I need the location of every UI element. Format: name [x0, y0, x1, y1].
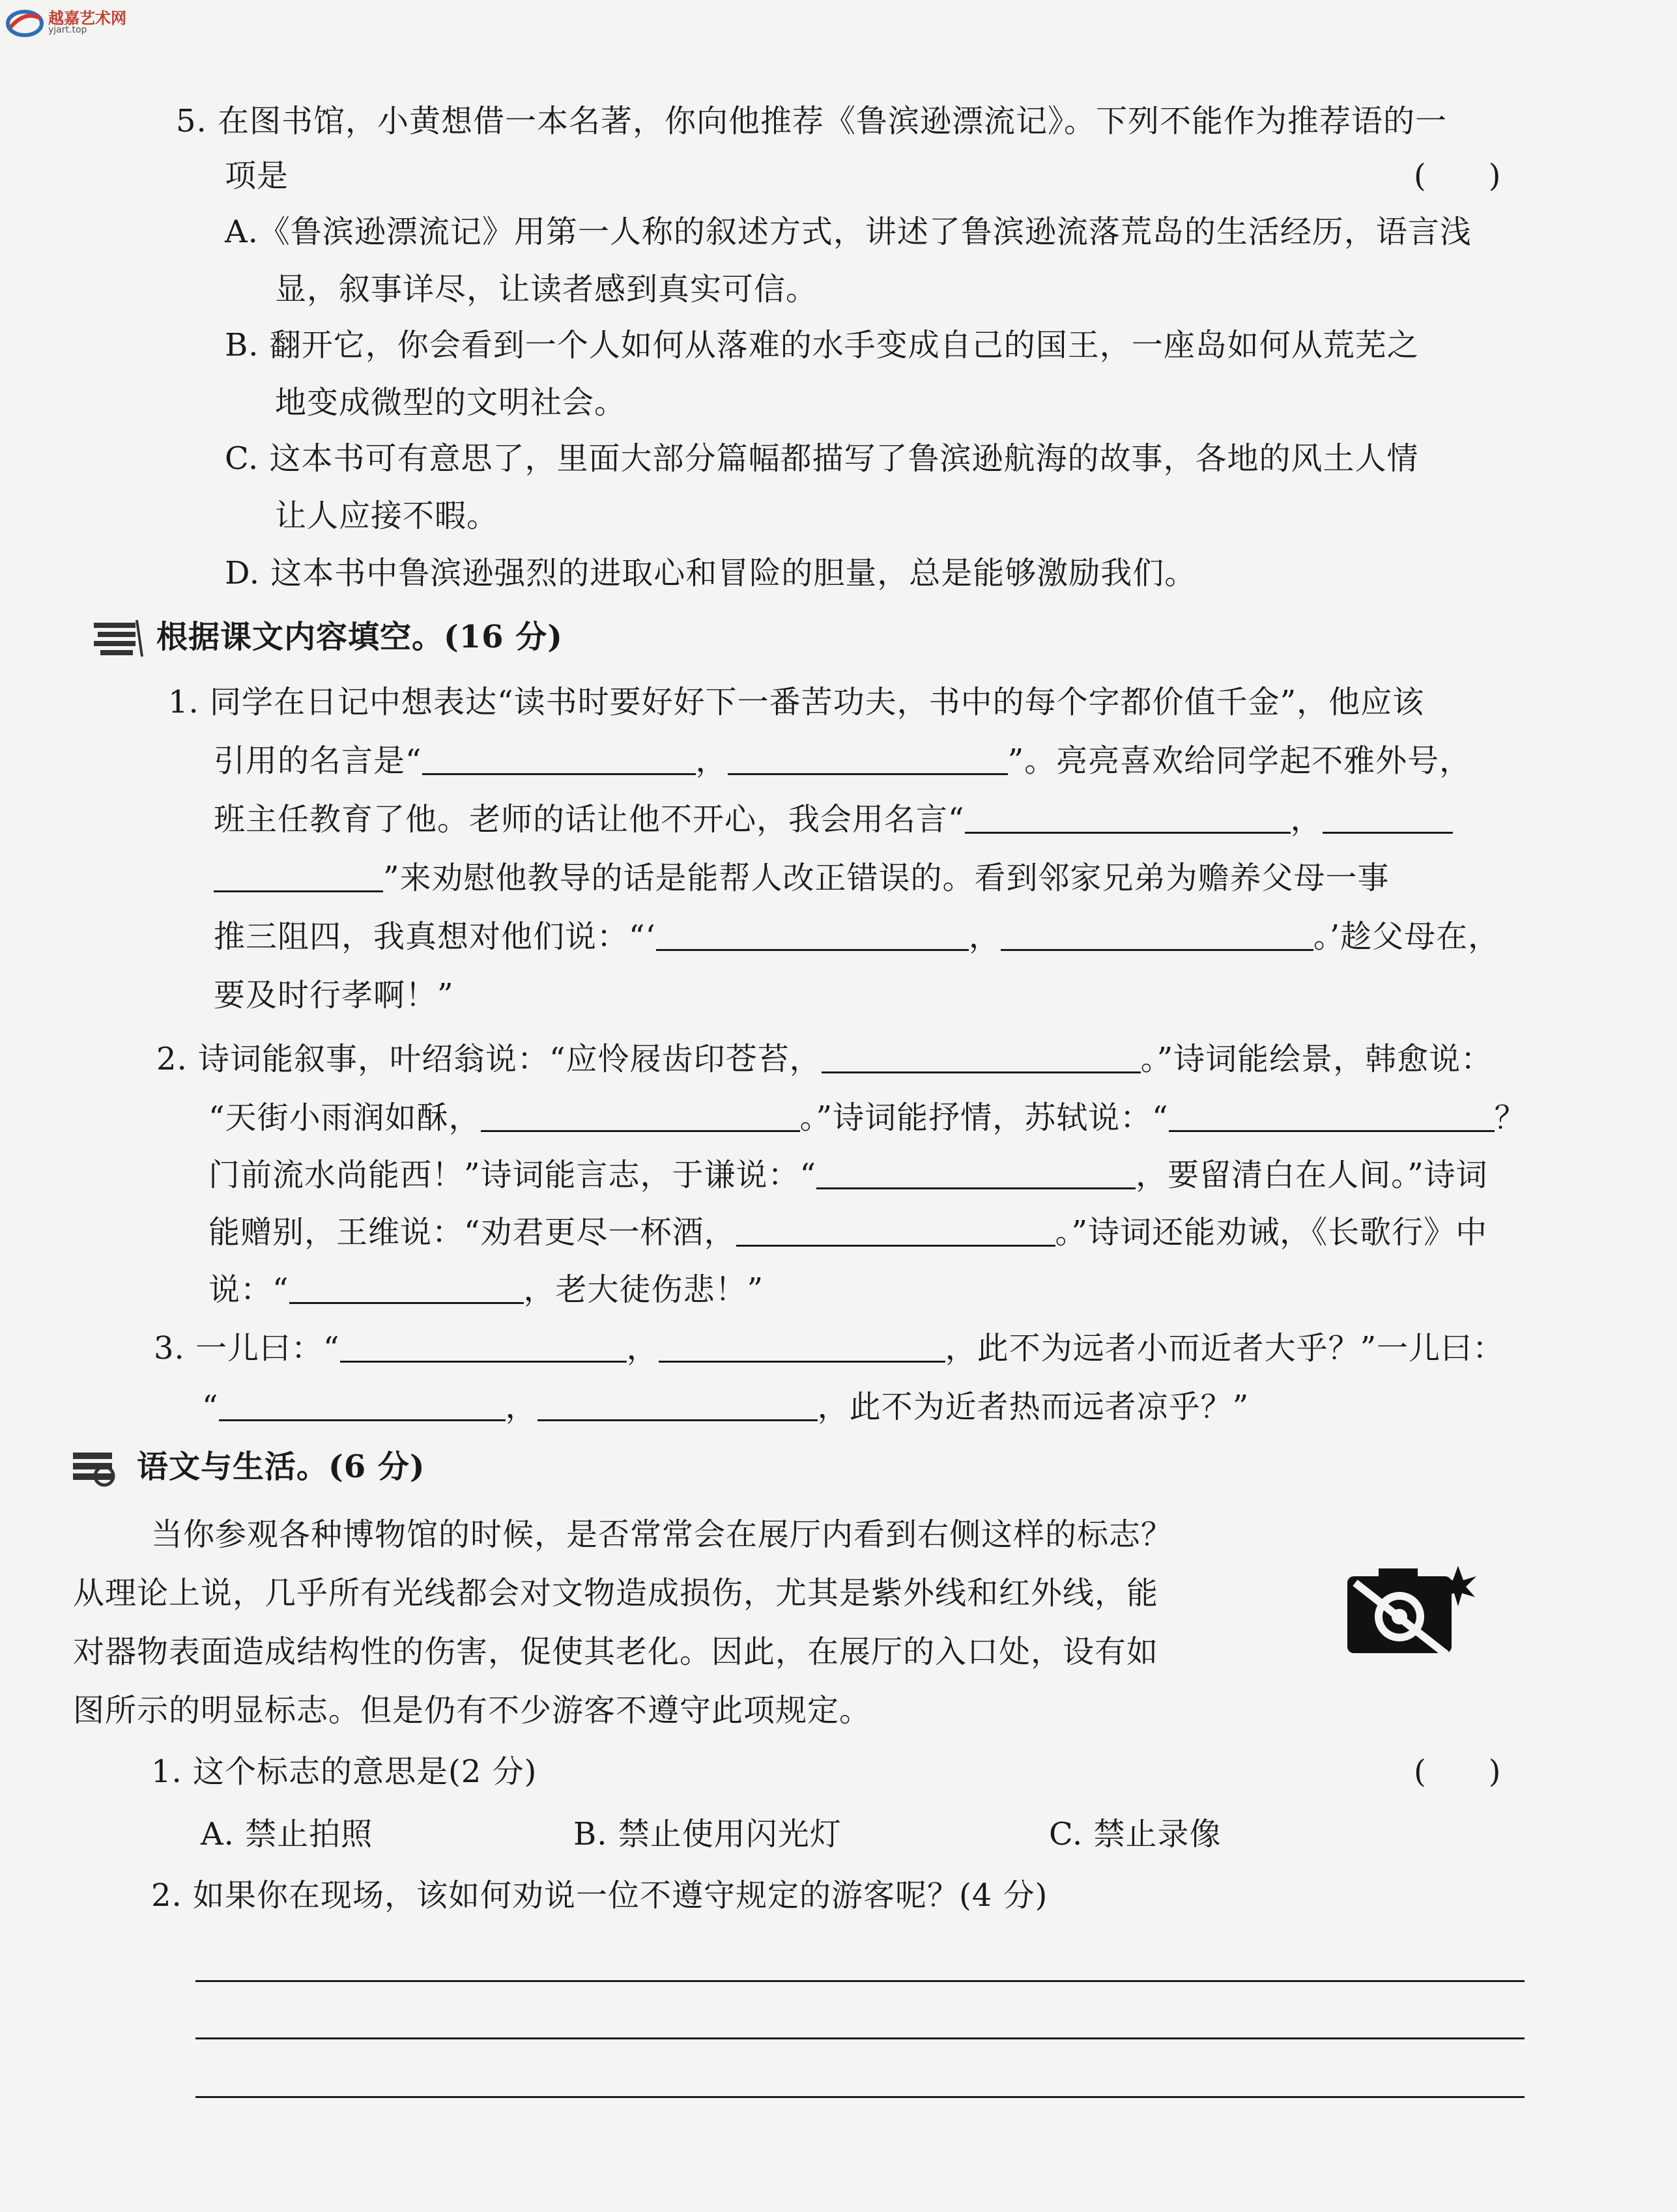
s6-q1-line3-text-b: ， — [1290, 801, 1323, 838]
q5-line2: 项是 — [225, 158, 289, 194]
s6-q1-blank-4b[interactable] — [214, 864, 383, 892]
answer-line-3[interactable] — [195, 2096, 1525, 2098]
q5-option-a-line1: A.《鲁滨逊漂流记》用第一人称的叙述方式，讲述了鲁滨逊流落荒岛的生活经历，语言浅 — [225, 214, 1472, 250]
s6-q3-line2-text-a: “ — [202, 1389, 219, 1425]
s6-q1-line5-text-b: ， — [968, 918, 1001, 955]
s6-q2-line1 — [156, 1040, 1493, 1079]
q5-option-a-line2: 显，叙事详尽，让读者感到真实可信。 — [275, 271, 818, 307]
s6-q3-line1-text-c: ，此不为远者小而近者大乎？”一儿曰： — [945, 1330, 1505, 1367]
s6-q1-blank-1[interactable] — [422, 747, 696, 775]
s6-q1-line3-text-a: 班主任教育了他。老师的话让他不开心，我会用名言“ — [214, 801, 965, 838]
s6-q1-line5-text-c: 。’趁父母在， — [1313, 918, 1500, 955]
s6-q1-blank-5[interactable] — [656, 923, 969, 951]
s6-q3-line2-text-c: ，此不为近者热而远者凉乎？” — [817, 1389, 1250, 1425]
q5-answer-paren[interactable]: ( ) — [1414, 158, 1501, 194]
s6-q2-line2-text-c: ？ — [1494, 1099, 1526, 1136]
s6-q1-line2 — [214, 741, 1471, 780]
s6-q1-line1: 1. 同学在日记中想表达“读书时要好好下一番苦功夫，书中的每个字都价值千金”，他应该 — [168, 684, 1425, 720]
s6-q3-line1 — [154, 1329, 1504, 1368]
s6-q3-line1-text-a: 3. 一儿曰：“ — [154, 1330, 340, 1367]
answer-line-2[interactable] — [195, 2037, 1525, 2039]
s6-q1-line2-text-b: ， — [695, 743, 728, 779]
s6-q2-line4 — [208, 1213, 1487, 1252]
s6-q1-line5-text-a: 推三阻四，我真想对他们说：“‘ — [214, 918, 656, 955]
s6-q2-line1-text-b: 。”诗词能绘景，韩愈说： — [1140, 1041, 1493, 1077]
q5-option-c-line2: 让人应接不暇。 — [275, 498, 499, 534]
s6-q1-line2-text-c: ”。亮亮喜欢给同学起不雅外号， — [1007, 743, 1472, 779]
s6-q2-line5-text-b: ，老大徒伤悲！” — [523, 1271, 764, 1308]
s7-paragraph-line3: 对器物表面造成结构性的伤害，促使其老化。因此，在展厅的入口处，设有如 — [73, 1634, 1159, 1670]
section-seven-title: 语文与生活。(6 分) — [137, 1449, 425, 1485]
q5-option-d: D. 这本书中鲁滨逊强烈的进取心和冒险的胆量，总是能够激励我们。 — [225, 555, 1197, 591]
s6-q2-blank-1[interactable] — [822, 1045, 1141, 1073]
s6-q2-blank-2[interactable] — [481, 1104, 800, 1132]
s7-q1-option-c: C. 禁止录像 — [1049, 1816, 1222, 1852]
watermark-logo — [5, 4, 162, 50]
s7-paragraph-line4: 图所示的明显标志。但是仍有不少游客不遵守此项规定。 — [73, 1692, 872, 1729]
s6-q2-line5 — [208, 1270, 764, 1309]
s6-q2-line3-text-a: 门前流水尚能西！”诗词能言志，于谦说：“ — [208, 1157, 817, 1193]
s7-q2: 2. 如果你在现场，该如何劝说一位不遵守规定的游客呢？(4 分) — [151, 1877, 1048, 1914]
q5-option-c-line1: C. 这本书可有意思了，里面大部分篇幅都描写了鲁滨逊航海的故事，各地的风土人情 — [225, 440, 1419, 477]
q5-option-b-line1: B. 翻开它，你会看到一个人如何从落难的水手变成自己的国王，一座岛如何从荒芜之 — [225, 327, 1419, 363]
s6-q2-line5-text-a: 说：“ — [208, 1271, 289, 1308]
s6-q2-blank-6[interactable] — [289, 1276, 524, 1304]
s7-q1-answer-paren[interactable]: ( ) — [1414, 1753, 1501, 1790]
s6-q3-line1-text-b: ， — [626, 1330, 659, 1367]
s6-q1-line5 — [214, 917, 1500, 956]
s6-q3-blank-3[interactable] — [219, 1393, 506, 1421]
s6-q1-line4 — [214, 858, 1390, 898]
s7-paragraph-line1: 当你参观各种博物馆的时候，是否常常会在展厅内看到右侧这样的标志？ — [151, 1516, 1173, 1553]
section-six-icon — [91, 617, 143, 659]
section-six-title: 根据课文内容填空。(16 分) — [156, 619, 563, 655]
s6-q2-blank-5[interactable] — [736, 1219, 1055, 1247]
s6-q1-blank-2[interactable] — [728, 747, 1008, 775]
s6-q1-line3 — [214, 800, 1453, 839]
s6-q2-line2 — [208, 1098, 1526, 1137]
s7-q1: 1. 这个标志的意思是(2 分) — [151, 1753, 538, 1790]
section-seven-icon — [70, 1447, 122, 1489]
s6-q3-blank-2[interactable] — [659, 1335, 945, 1363]
watermark-url: yjart.top — [48, 25, 87, 35]
s6-q2-line4-text-a: 能赠别，王维说：“劝君更尽一杯酒， — [208, 1214, 736, 1251]
s6-q2-line2-text-b: 。”诗词能抒情，苏轼说：“ — [799, 1099, 1169, 1136]
s6-q1-line2-text-a: 引用的名言是“ — [214, 743, 422, 779]
s7-q1-option-b: B. 禁止使用闪光灯 — [573, 1816, 842, 1852]
s6-q1-line6: 要及时行孝啊！” — [214, 977, 454, 1014]
s6-q3-line2 — [202, 1387, 1249, 1426]
s6-q1-blank-3[interactable] — [965, 806, 1291, 834]
s6-q2-blank-4[interactable] — [816, 1161, 1136, 1189]
s7-q1-option-a: A. 禁止拍照 — [201, 1816, 373, 1852]
s6-q2-line3 — [208, 1156, 1488, 1195]
s6-q2-blank-3[interactable] — [1169, 1104, 1495, 1132]
swirl-logo-icon — [5, 5, 44, 39]
answer-line-1[interactable] — [195, 1980, 1525, 1982]
q5-line1: 5. 在图书馆，小黄想借一本名著，你向他推荐《鲁滨逊漂流记》。下列不能作为推荐语的一 — [176, 103, 1448, 139]
s6-q3-line2-text-b: ， — [505, 1389, 538, 1425]
q5-option-b-line2: 地变成微型的文明社会。 — [275, 384, 627, 421]
s6-q3-blank-4[interactable] — [538, 1393, 818, 1421]
watermark-name: 越嘉艺术网 — [48, 9, 126, 27]
no-flash-camera-sign-icon — [1342, 1557, 1479, 1667]
s6-q1-line4-text-a: ”来劝慰他教导的话是能帮人改正错误的。看到邻家兄弟为赡养父母一事 — [383, 860, 1390, 896]
s6-q2-line4-text-b: 。”诗词还能劝诫，《长歌行》中 — [1055, 1214, 1488, 1251]
s7-paragraph-line2: 从理论上说，几乎所有光线都会对文物造成损伤，尤其是紫外线和红外线，能 — [73, 1575, 1159, 1611]
s6-q1-blank-6[interactable] — [1001, 923, 1313, 951]
s6-q2-line3-text-b: ，要留清白在人间。”诗词 — [1136, 1157, 1488, 1193]
s6-q2-line2-text-a: “天街小雨润如酥， — [208, 1099, 481, 1136]
s6-q1-blank-4a[interactable] — [1323, 806, 1453, 834]
s6-q2-line1-text-a: 2. 诗词能叙事，叶绍翁说：“应怜屐齿印苍苔， — [156, 1041, 822, 1077]
s6-q3-blank-1[interactable] — [340, 1335, 627, 1363]
